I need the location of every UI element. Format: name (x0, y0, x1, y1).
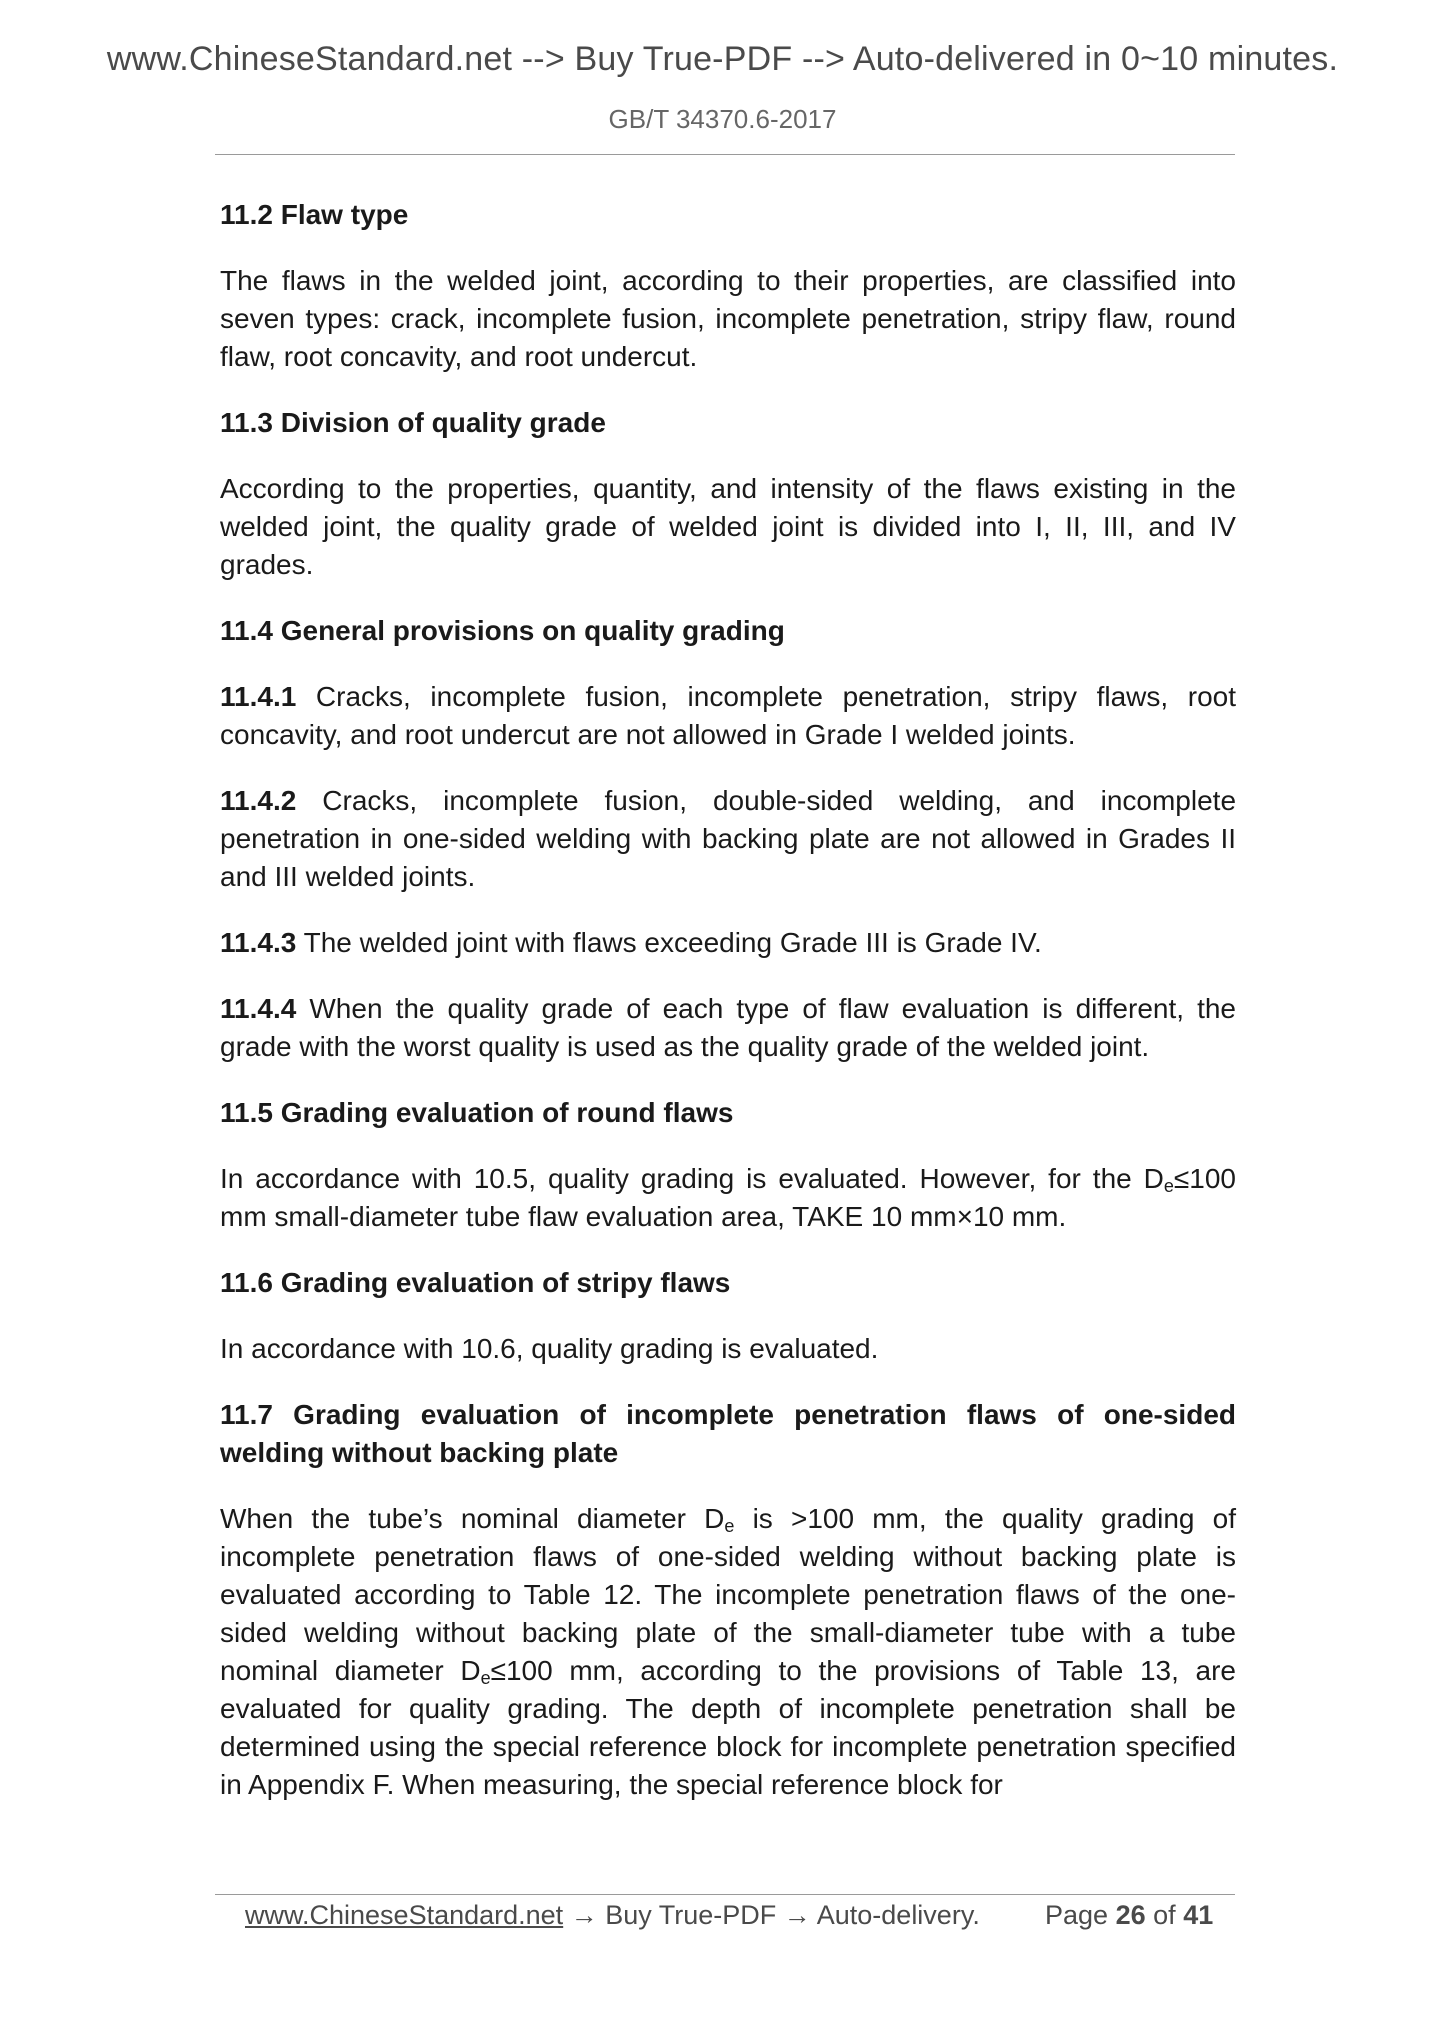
heading-11-6: 11.6 Grading evaluation of stripy flaws (220, 1267, 731, 1298)
page-number: 26 (1115, 1900, 1146, 1930)
page-indicator (1045, 1900, 1213, 1931)
paragraph-11-6: In accordance with 10.6, quality grading is evaluated. (220, 1333, 879, 1364)
heading-11-5: 11.5 Grading evaluation of round flaws (220, 1097, 734, 1128)
clause-number: 11.4.1 (220, 681, 297, 712)
text-segment: is >100 mm, the quality grading of incomplete penetration flaws of one-sided welding without backing plate is evaluated according to Table 12. The incomplete penetration flaws of the one-sided welding without backing plate of the small-diameter tube with a tube nominal diameter D (220, 1503, 1236, 1686)
paragraph-11-3: According to the properties, quantity, and intensity of the flaws existing in the welded joint, the quality grade of welded joint is divided into I, II, III, and IV grades. (220, 473, 1236, 580)
heading-11-7: 11.7 Grading evaluation of incomplete penetration flaws of one-sided welding without backing plate (220, 1399, 1236, 1468)
of-label: of (1153, 1900, 1176, 1930)
header-divider (215, 154, 1235, 155)
footer-divider (215, 1894, 1235, 1895)
footer-promo-text: → Buy True-PDF → Auto-delivery. (563, 1900, 980, 1930)
footer-promo (245, 1900, 980, 1931)
clause-number: 11.4.2 (220, 785, 297, 816)
clause-11-4-1 (220, 678, 1236, 754)
paragraph-11-5 (220, 1160, 1236, 1236)
clause-text: Cracks, incomplete fusion, incomplete penetration, stripy flaws, root concavity, and root undercut are not allowed in Grade I welded joints. (220, 681, 1236, 750)
footer-site-link[interactable]: www.ChineseStandard.net (245, 1900, 564, 1930)
text-segment: When the tube’s nominal diameter D (220, 1503, 725, 1534)
heading-11-2: 11.2 Flaw type (220, 199, 409, 230)
subscript: e (480, 1668, 491, 1688)
subscript: e (724, 1516, 735, 1536)
clause-number: 11.4.3 (220, 927, 297, 958)
document-code: GB/T 34370.6-2017 (608, 104, 837, 134)
clause-number: 11.4.4 (220, 993, 297, 1024)
clause-text: Cracks, incomplete fusion, double-sided welding, and incomplete penetration in one-sided welding with backing plate are not allowed in Grades II and III welded joints. (220, 785, 1237, 892)
top-banner: www.ChineseStandard.net --> Buy True-PDF --> Auto-delivered in 0~10 minutes. (106, 40, 1339, 78)
text-segment: ≤100 mm, according to the provisions of Table 13, are evaluated for quality grading. The depth of incomplete penetration shall be determined using the special reference block for incomplete penetration specified in Appendix F. When measuring, the special reference block for (220, 1655, 1237, 1800)
heading-11-3: 11.3 Division of quality grade (220, 407, 606, 438)
total-pages: 41 (1183, 1900, 1214, 1930)
clause-11-4-3 (220, 924, 1236, 962)
text-segment: ≤100 mm small-diameter tube flaw evaluation area, TAKE 10 mm×10 mm. (220, 1163, 1236, 1232)
paragraph-11-7 (220, 1500, 1236, 1804)
clause-text: When the quality grade of each type of flaw evaluation is different, the grade with the worst quality is used as the quality grade of the welded joint. (220, 993, 1237, 1062)
subscript: e (1163, 1176, 1174, 1196)
heading-11-4: 11.4 General provisions on quality grading (220, 615, 785, 646)
document-body (220, 196, 1236, 1832)
paragraph-11-2: The flaws in the welded joint, according to their properties, are classified into seven types: crack, incomplete fusion, incomplete penetration, stripy flaw, round flaw, root concavity, and root undercut. (220, 265, 1236, 372)
page-label: Page (1045, 1900, 1109, 1930)
clause-text: The welded joint with flaws exceeding Grade III is Grade IV. (303, 927, 1042, 958)
clause-11-4-4 (220, 990, 1236, 1066)
text-segment: In accordance with 10.5, quality grading is evaluated. However, for the D (220, 1163, 1164, 1194)
clause-11-4-2 (220, 782, 1236, 896)
